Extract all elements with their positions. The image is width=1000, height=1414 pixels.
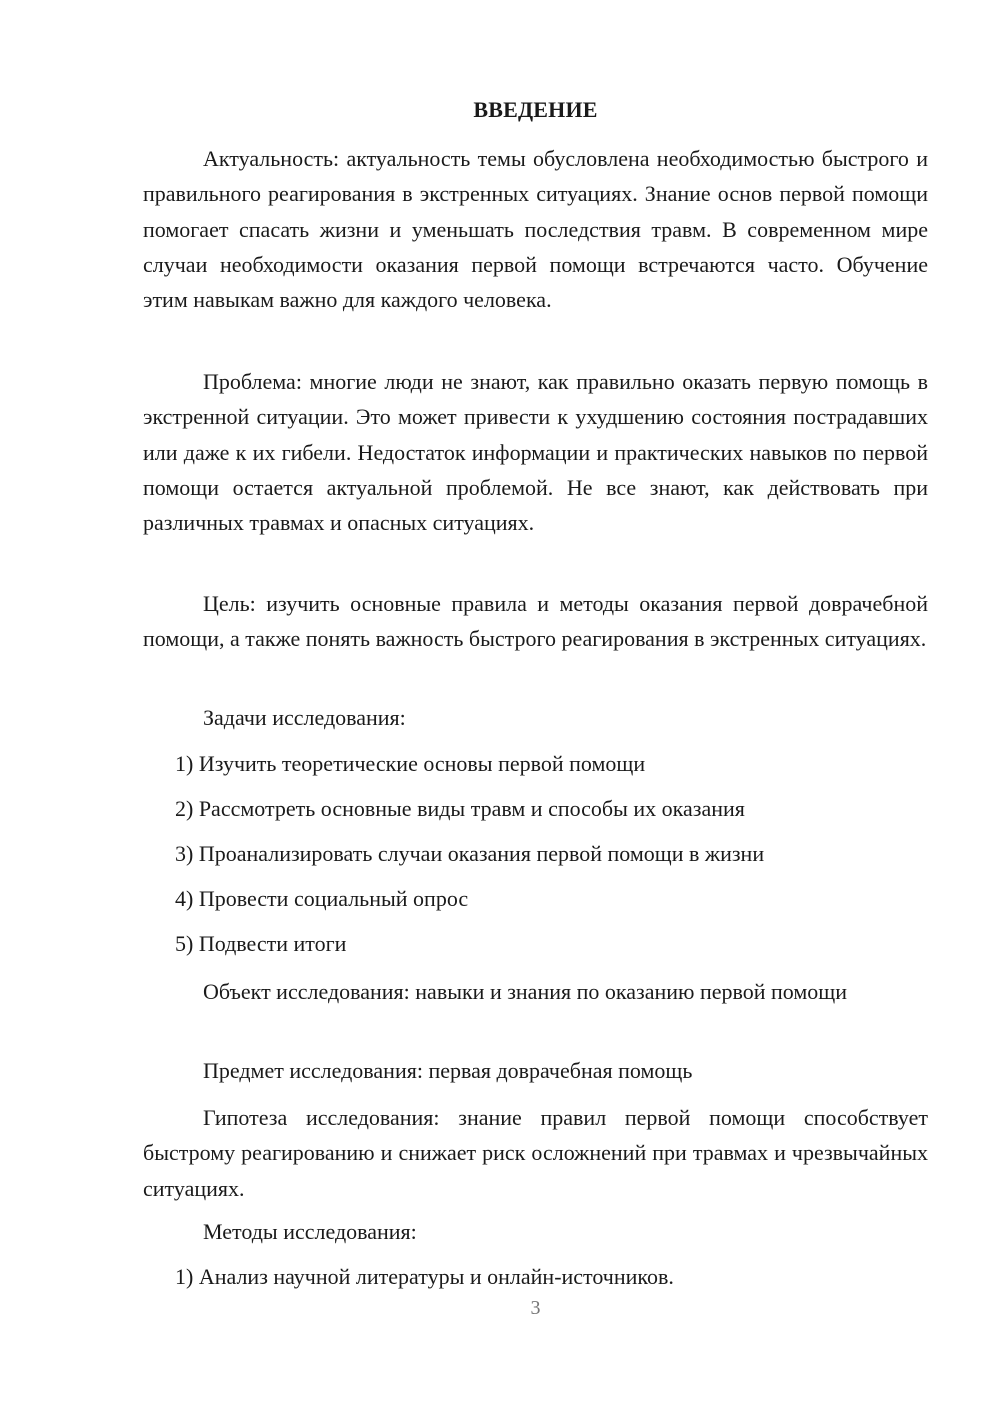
task-item: 1) Изучить теоретические основы первой помощи	[175, 751, 646, 776]
methods-heading: Методы исследования:	[203, 1219, 417, 1244]
paragraph-problem: Проблема: многие люди не знают, как правильно оказать первую помощь в экстренной ситуации. Это может привести к ухудшению состояния пострадавших или даже к их гибели. Недостаток информации и практических навыков по первой помощи остается актуальной проблемой. Не все знают, как действовать при различных травмах и опасных ситуациях.	[143, 369, 928, 536]
paragraph-relevance: Актуальность: актуальность темы обусловлена необходимостью быстрого и правильного реагирования в экстренных ситуациях. Знание основ первой помощи помогает спасать жизни и уменьшать последствия травм. В современном мире случаи необходимости оказания первой помощи встречаются часто. Обучение этим навыкам важно для каждого человека.	[143, 146, 928, 313]
task-item: 5) Подвести итоги	[175, 931, 347, 956]
section-title: ВВЕДЕНИЕ	[473, 97, 598, 122]
task-item: 4) Провести социальный опрос	[175, 886, 469, 911]
paragraph-goal: Цель: изучить основные правила и методы оказания первой доврачебной помощи, а также понять важность быстрого реагирования в экстренных ситуациях.	[143, 591, 928, 652]
paragraph-hypothesis: Гипотеза исследования: знание правил первой помощи способствует быстрому реагированию и снижает риск осложнений при травмах и чрезвычайных ситуациях.	[143, 1105, 928, 1201]
method-item: 1) Анализ научной литературы и онлайн-источников.	[175, 1264, 674, 1289]
paragraph-object: Объект исследования: навыки и знания по оказанию первой помощи	[203, 979, 847, 1004]
paragraph-subject: Предмет исследования: первая доврачебная помощь	[203, 1058, 693, 1083]
page-number: 3	[530, 1297, 541, 1319]
task-item: 2) Рассмотреть основные виды травм и способы их оказания	[175, 796, 745, 821]
task-item: 3) Проанализировать случаи оказания первой помощи в жизни	[175, 841, 765, 866]
tasks-heading: Задачи исследования:	[203, 705, 406, 730]
